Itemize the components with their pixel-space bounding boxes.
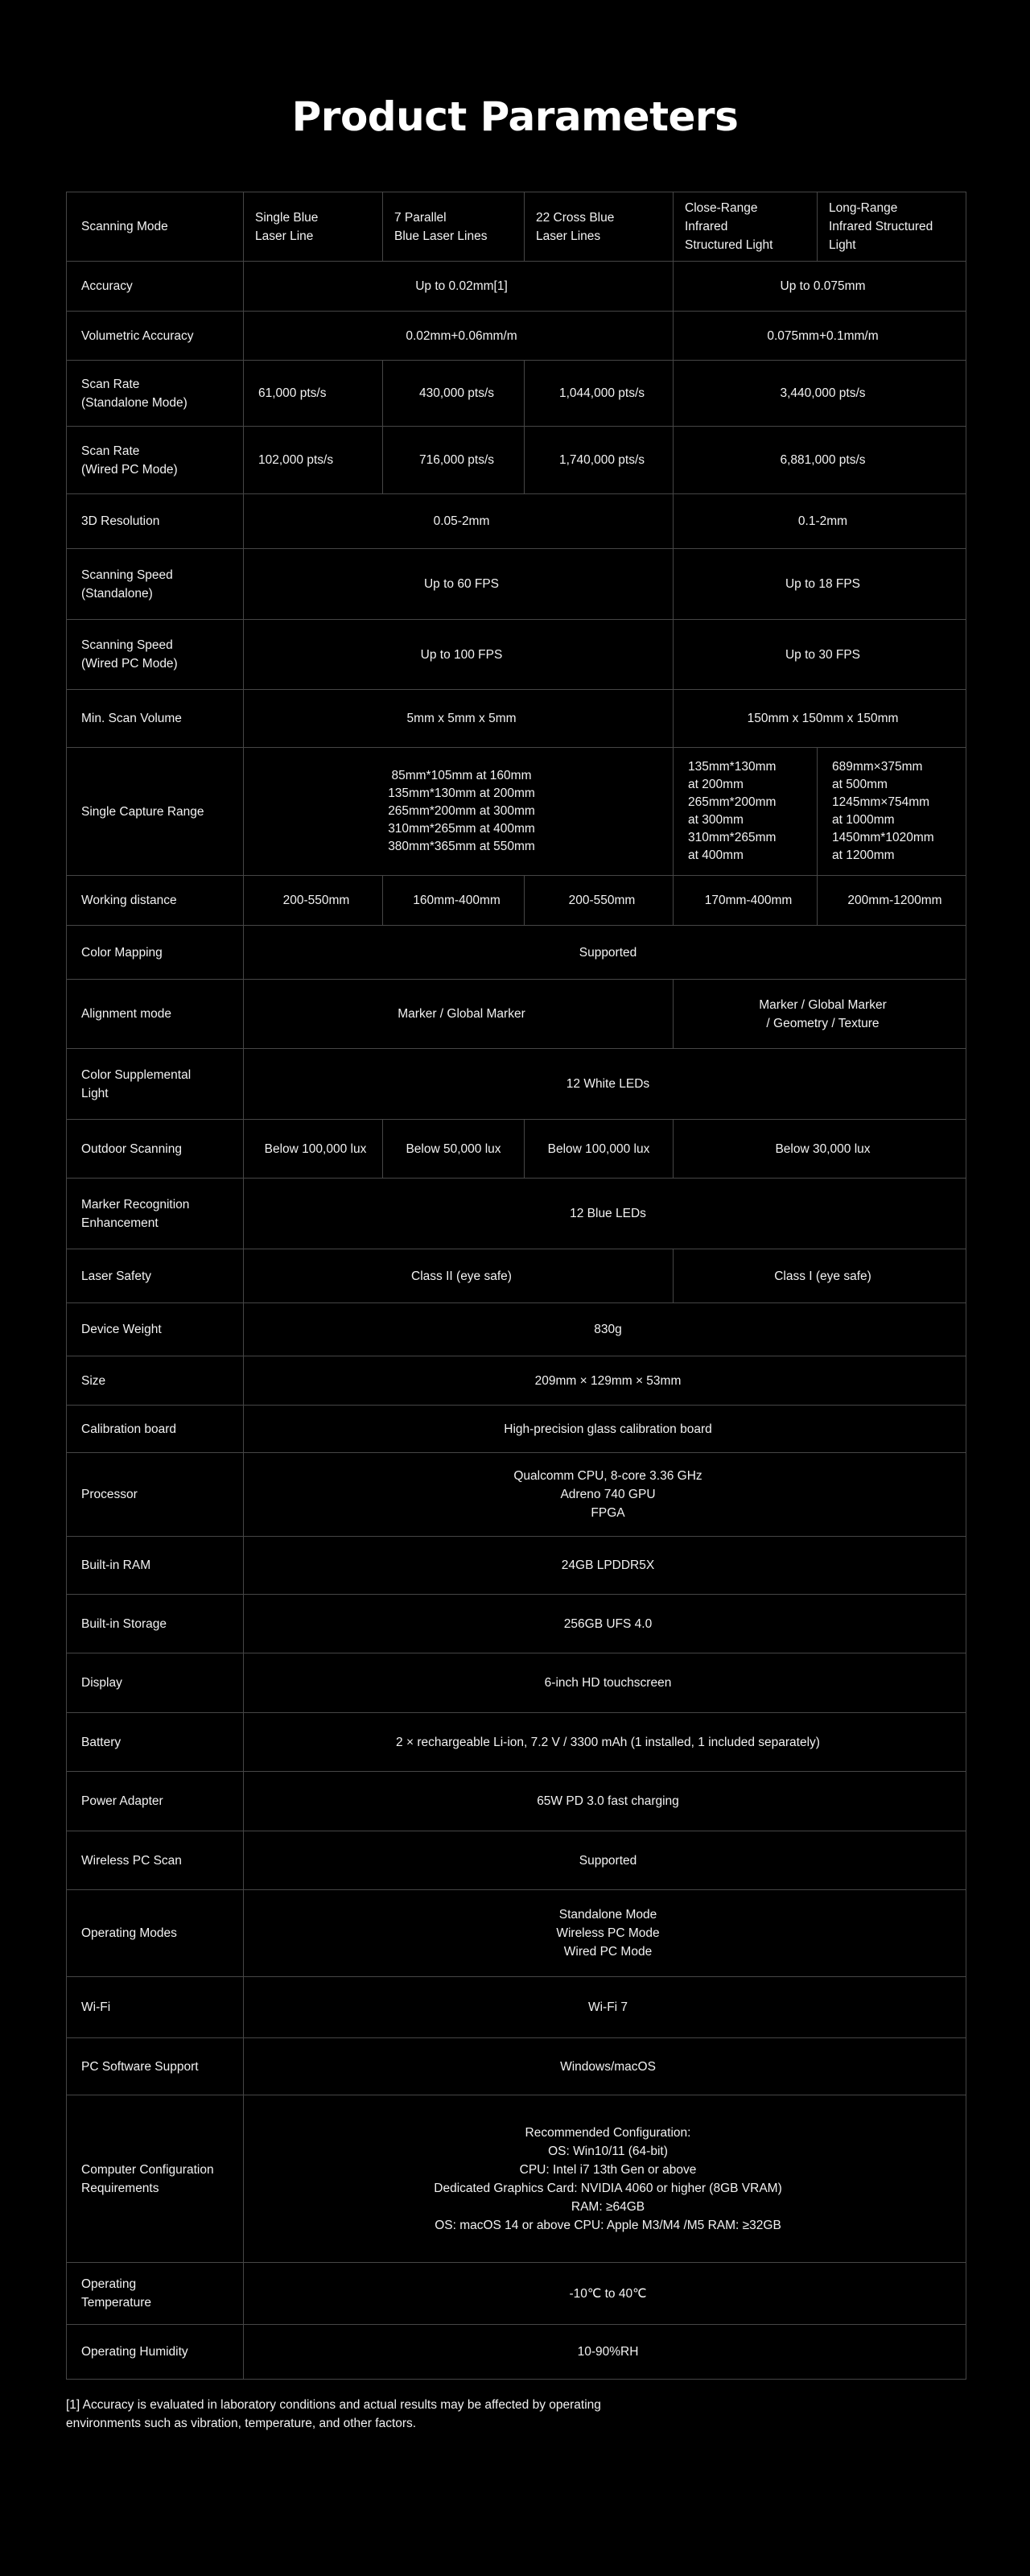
row-label: Display — [67, 1653, 244, 1713]
close-ir-value: 135mm*130mm at 200mm 265mm*200mm at 300mm 310mm*265mm at 400mm — [674, 748, 818, 876]
laser-value: Marker / Global Marker — [244, 980, 674, 1049]
mode-close-range-infrared: Close-Range Infrared Structured Light — [674, 192, 818, 262]
laser-value: Up to 0.02mm[1] — [244, 262, 674, 312]
mode-22-cross-blue-laser-lines: 22 Cross Blue Laser Lines — [525, 192, 674, 262]
value: Qualcomm CPU, 8-core 3.36 GHz Adreno 740 GPU FPGA — [244, 1453, 966, 1537]
laser-value: 5mm x 5mm x 5mm — [244, 690, 674, 748]
value-single-blue: 200-550mm — [244, 876, 383, 926]
table-row-operating-temperature — [67, 2263, 966, 2325]
mode-7-parallel-blue-laser-lines: 7 Parallel Blue Laser Lines — [383, 192, 525, 262]
row-label: Wireless PC Scan — [67, 1831, 244, 1890]
value-single-blue: 61,000 pts/s — [244, 361, 383, 427]
row-label: Built-in RAM — [67, 1537, 244, 1595]
row-label: Working distance — [67, 876, 244, 926]
value: 24GB LPDDR5X — [244, 1537, 966, 1595]
table-row-scanning-speed-standalone — [67, 549, 966, 620]
value-7-parallel: 430,000 pts/s — [383, 361, 525, 427]
row-label: Accuracy — [67, 262, 244, 312]
table-row-working-distance — [67, 876, 966, 926]
row-label: Operating Temperature — [67, 2263, 244, 2325]
value: Supported — [244, 1831, 966, 1890]
product-parameters-table — [66, 192, 966, 2380]
laser-value: Class II (eye safe) — [244, 1249, 674, 1303]
footnote-line: environments such as vibration, temperature, and other factors. — [66, 2417, 417, 2430]
row-label: Alignment mode — [67, 980, 244, 1049]
ir-value: Up to 18 FPS — [674, 549, 966, 620]
value: 256GB UFS 4.0 — [244, 1595, 966, 1653]
long-ir-value: 689mm×375mm at 500mm 1245mm×754mm at 1000mm 1450mm*1020mm at 1200mm — [818, 748, 966, 876]
ir-value: 3,440,000 pts/s — [674, 361, 966, 427]
table-row-laser-safety — [67, 1249, 966, 1303]
ir-value: Below 30,000 lux — [674, 1120, 966, 1179]
value: Standalone Mode Wireless PC Mode Wired PC Mode — [244, 1890, 966, 1977]
row-label: Operating Humidity — [67, 2325, 244, 2380]
value: 6-inch HD touchscreen — [244, 1653, 966, 1713]
ir-value: 0.1-2mm — [674, 494, 966, 549]
row-label: 3D Resolution — [67, 494, 244, 549]
table-row-scan-rate-wired — [67, 427, 966, 494]
table-row-outdoor-scanning — [67, 1120, 966, 1179]
table-row-min-scan-volume — [67, 690, 966, 748]
value-22-cross: 200-550mm — [525, 876, 674, 926]
value: 12 White LEDs — [244, 1049, 966, 1120]
footnote — [66, 2396, 694, 2433]
row-label: Operating Modes — [67, 1890, 244, 1977]
row-label: Built-in Storage — [67, 1595, 244, 1653]
row-label: Laser Safety — [67, 1249, 244, 1303]
row-label: Scanning Mode — [67, 192, 244, 262]
value-7-parallel: 716,000 pts/s — [383, 427, 525, 494]
value: 10-90%RH — [244, 2325, 966, 2380]
row-label: Device Weight — [67, 1303, 244, 1356]
value: 2 × rechargeable Li-ion, 7.2 V / 3300 mAh (1 installed, 1 included separately) — [244, 1713, 966, 1772]
value: Windows/macOS — [244, 2038, 966, 2095]
row-label: Volumetric Accuracy — [67, 312, 244, 361]
table-row-wireless-pc-scan — [67, 1831, 966, 1890]
table-row-color-mapping — [67, 926, 966, 980]
mode-long-range-infrared: Long-Range Infrared Structured Light — [818, 192, 966, 262]
value-single-blue: 102,000 pts/s — [244, 427, 383, 494]
ir-value: Up to 30 FPS — [674, 620, 966, 690]
row-label: Min. Scan Volume — [67, 690, 244, 748]
row-label: Outdoor Scanning — [67, 1120, 244, 1179]
footnote-line: [1] Accuracy is evaluated in laboratory conditions and actual results may be affected by operating — [66, 2398, 601, 2412]
row-label: Calibration board — [67, 1406, 244, 1453]
value: -10℃ to 40℃ — [244, 2263, 966, 2325]
table-row-scan-rate-standalone — [67, 361, 966, 427]
row-label: Single Capture Range — [67, 748, 244, 876]
table-row-device-weight — [67, 1303, 966, 1356]
ir-value: 6,881,000 pts/s — [674, 427, 966, 494]
table-row-built-in-ram — [67, 1537, 966, 1595]
table-row-volumetric-accuracy — [67, 312, 966, 361]
row-label: Color Supplemental Light — [67, 1049, 244, 1120]
laser-value: 0.05-2mm — [244, 494, 674, 549]
table-row-marker-recognition — [67, 1179, 966, 1249]
value-long-ir: 200mm-1200mm — [818, 876, 966, 926]
table-row-3d-resolution — [67, 494, 966, 549]
table-row-calibration-board — [67, 1406, 966, 1453]
table-row-computer-configuration — [67, 2095, 966, 2263]
value-7-parallel: Below 50,000 lux — [383, 1120, 525, 1179]
laser-value: Up to 100 FPS — [244, 620, 674, 690]
row-label: Marker Recognition Enhancement — [67, 1179, 244, 1249]
row-label: Battery — [67, 1713, 244, 1772]
value-single-blue: Below 100,000 lux — [244, 1120, 383, 1179]
value: High-precision glass calibration board — [244, 1406, 966, 1453]
row-label: Processor — [67, 1453, 244, 1537]
table-row-operating-humidity — [67, 2325, 966, 2380]
row-label: PC Software Support — [67, 2038, 244, 2095]
table-row-size — [67, 1356, 966, 1406]
value: 830g — [244, 1303, 966, 1356]
row-label: Wi-Fi — [67, 1977, 244, 2038]
table-row-battery — [67, 1713, 966, 1772]
laser-value: 85mm*105mm at 160mm 135mm*130mm at 200mm 265mm*200mm at 300mm 310mm*265mm at 400mm 380mm*365mm at 550mm — [244, 748, 674, 876]
table-row-scanning-mode — [67, 192, 966, 262]
table-row-built-in-storage — [67, 1595, 966, 1653]
table-row-pc-software-support — [67, 2038, 966, 2095]
table-row-color-supplemental-light — [67, 1049, 966, 1120]
mode-single-blue-laser-line: Single Blue Laser Line — [244, 192, 383, 262]
value-22-cross: 1,044,000 pts/s — [525, 361, 674, 427]
table-row-operating-modes — [67, 1890, 966, 1977]
value-7-parallel: 160mm-400mm — [383, 876, 525, 926]
row-label: Scanning Speed (Wired PC Mode) — [67, 620, 244, 690]
laser-value: Up to 60 FPS — [244, 549, 674, 620]
value: Supported — [244, 926, 966, 980]
table-row-display — [67, 1653, 966, 1713]
ir-value: 150mm x 150mm x 150mm — [674, 690, 966, 748]
page-title: Product Parameters — [291, 93, 739, 140]
value: 209mm × 129mm × 53mm — [244, 1356, 966, 1406]
laser-value: 0.02mm+0.06mm/m — [244, 312, 674, 361]
row-label: Size — [67, 1356, 244, 1406]
row-label: Scan Rate (Wired PC Mode) — [67, 427, 244, 494]
table-row-scanning-speed-wired — [67, 620, 966, 690]
value-22-cross: 1,740,000 pts/s — [525, 427, 674, 494]
value: 12 Blue LEDs — [244, 1179, 966, 1249]
row-label: Scanning Speed (Standalone) — [67, 549, 244, 620]
value: Recommended Configuration: OS: Win10/11 (64-bit) CPU: Intel i7 13th Gen or above Dedicated Graphics Card: NVIDIA 4060 or higher (8GB VRAM) RAM: ≥64GB OS: macOS 14 or above CPU: Apple M3/M4 /M5 RAM: ≥32GB — [244, 2095, 966, 2263]
row-label: Color Mapping — [67, 926, 244, 980]
value-22-cross: Below 100,000 lux — [525, 1120, 674, 1179]
value: Wi-Fi 7 — [244, 1977, 966, 2038]
table-row-wifi — [67, 1977, 966, 2038]
row-label: Computer Configuration Requirements — [67, 2095, 244, 2263]
table-row-processor — [67, 1453, 966, 1537]
ir-value: Class I (eye safe) — [674, 1249, 966, 1303]
ir-value: Up to 0.075mm — [674, 262, 966, 312]
value: 65W PD 3.0 fast charging — [244, 1772, 966, 1831]
row-label: Scan Rate (Standalone Mode) — [67, 361, 244, 427]
row-label: Power Adapter — [67, 1772, 244, 1831]
ir-value: Marker / Global Marker / Geometry / Texture — [674, 980, 966, 1049]
ir-value: 0.075mm+0.1mm/m — [674, 312, 966, 361]
table-row-single-capture-range — [67, 748, 966, 876]
table-row-alignment-mode — [67, 980, 966, 1049]
table-row-power-adapter — [67, 1772, 966, 1831]
table-row-accuracy — [67, 262, 966, 312]
value-close-ir: 170mm-400mm — [674, 876, 818, 926]
